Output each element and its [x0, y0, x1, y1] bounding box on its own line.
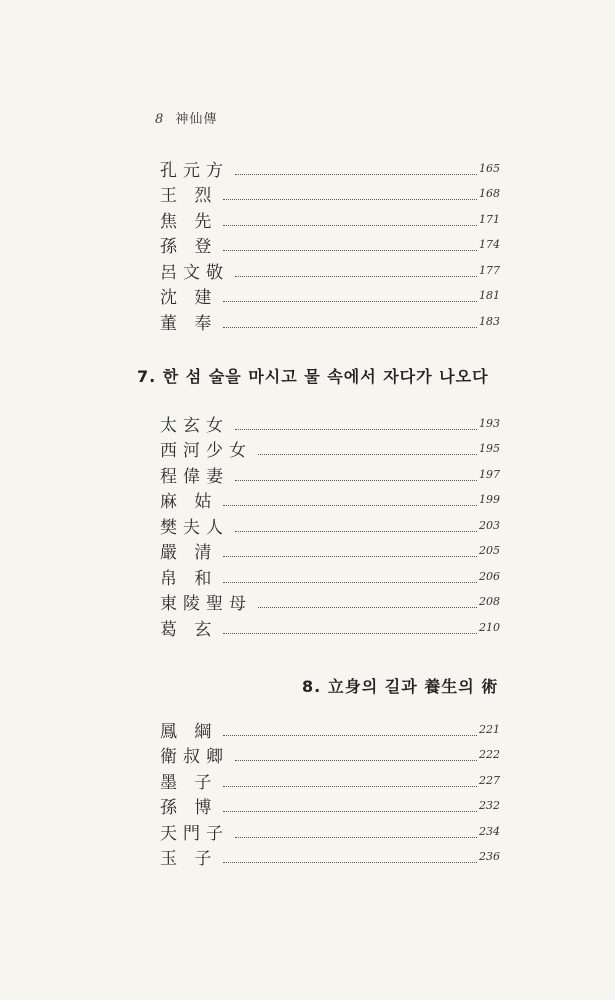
toc-entry-name: 太玄女: [160, 415, 229, 436]
toc-entry-name: 呂文敬: [160, 262, 229, 283]
dot-leader: [235, 276, 477, 277]
toc-entry-page: 221: [479, 722, 500, 736]
toc-entry-name: 焦 先: [160, 211, 218, 232]
toc-entry[interactable]: [160, 436, 500, 462]
toc-list-section-7: [160, 410, 500, 640]
toc-entry-page: 171: [479, 212, 500, 226]
dot-leader: [223, 301, 477, 302]
dot-leader: [223, 505, 477, 506]
toc-entry[interactable]: [160, 461, 500, 487]
dot-leader: [223, 735, 477, 736]
dot-leader: [258, 607, 477, 608]
toc-entry[interactable]: [160, 818, 500, 844]
toc-entry-name: 玉 子: [160, 849, 218, 869]
toc-entry-page: 168: [479, 187, 500, 200]
dot-leader: [223, 786, 477, 787]
toc-entry-name: 西河少女: [160, 441, 252, 461]
toc-entry-page: 232: [479, 799, 500, 812]
toc-entry[interactable]: [160, 742, 500, 768]
toc-entry[interactable]: [160, 283, 500, 309]
toc-entry-page: 203: [479, 518, 500, 532]
toc-entry-page: 205: [479, 544, 500, 557]
toc-entry-name: 嚴 清: [160, 543, 218, 563]
section-8-heading[interactable]: 8. 立身의 길과 養生의 術: [302, 677, 499, 696]
toc-entry-page: 193: [479, 416, 500, 430]
section-7-heading[interactable]: 7. 한 섬 술을 마시고 물 속에서 자다가 나오다: [137, 367, 489, 386]
toc-entry[interactable]: [160, 844, 500, 870]
toc-entry-name: 鳳 綱: [160, 721, 218, 742]
dot-leader: [223, 250, 477, 251]
toc-entry[interactable]: [160, 232, 500, 258]
toc-entry-name: 葛 玄: [160, 619, 218, 640]
toc-entry-name: 孔元方: [160, 160, 229, 181]
toc-entry-name: 孫 登: [160, 237, 218, 257]
toc-list-section-a: [160, 155, 500, 334]
toc-entry-name: 沈 建: [160, 288, 218, 308]
dot-leader: [223, 633, 477, 634]
toc-entry[interactable]: [160, 563, 500, 589]
toc-entry[interactable]: [160, 716, 500, 742]
toc-entry-page: 210: [479, 620, 500, 634]
dot-leader: [223, 199, 477, 200]
toc-entry-page: 177: [479, 263, 500, 277]
toc-entry-page: 181: [479, 289, 500, 302]
toc-entry-name: 麻 姑: [160, 492, 218, 512]
dot-leader: [223, 556, 477, 557]
toc-entry[interactable]: [160, 181, 500, 207]
toc-entry-name: 程偉妻: [160, 466, 229, 487]
toc-entry[interactable]: [160, 589, 500, 615]
toc-entry-name: 天門子: [160, 823, 229, 844]
page-number: 8: [155, 112, 165, 127]
toc-entry-page: 174: [479, 238, 500, 251]
toc-entry[interactable]: [160, 512, 500, 538]
dot-leader: [258, 454, 477, 455]
toc-entry-name: 孫 博: [160, 798, 218, 818]
toc-entry-page: 206: [479, 569, 500, 583]
toc-entry-name: 王 烈: [160, 186, 218, 206]
dot-leader: [223, 327, 477, 328]
toc-entry[interactable]: [160, 206, 500, 232]
dot-leader: [223, 862, 477, 863]
toc-entry[interactable]: [160, 410, 500, 436]
dot-leader: [223, 811, 477, 812]
toc-entry-page: 222: [479, 748, 500, 761]
toc-list-section-8: [160, 716, 500, 869]
toc-entry-name: 墨 子: [160, 772, 218, 793]
toc-entry-name: 東陵聖母: [160, 594, 252, 614]
toc-entry-name: 樊夫人: [160, 517, 229, 538]
toc-entry[interactable]: [160, 538, 500, 564]
toc-entry-name: 衛叔卿: [160, 747, 229, 767]
toc-entry-page: 183: [479, 314, 500, 328]
toc-entry-page: 208: [479, 595, 500, 608]
dot-leader: [235, 531, 477, 532]
dot-leader: [235, 429, 477, 430]
toc-entry-page: 199: [479, 493, 500, 506]
toc-entry-page: 195: [479, 442, 500, 455]
dot-leader: [235, 480, 477, 481]
page-header: [155, 108, 217, 127]
toc-entry-page: 236: [479, 850, 500, 863]
toc-entry-page: 197: [479, 467, 500, 481]
toc-entry-page: 165: [479, 161, 500, 175]
toc-entry[interactable]: [160, 155, 500, 181]
toc-entry-name: 帛 和: [160, 568, 218, 589]
toc-entry-page: 227: [479, 773, 500, 787]
toc-entry-name: 董 奉: [160, 313, 218, 334]
dot-leader: [235, 760, 477, 761]
toc-entry[interactable]: [160, 487, 500, 513]
dot-leader: [223, 225, 477, 226]
dot-leader: [223, 582, 477, 583]
dot-leader: [235, 174, 477, 175]
running-title: 神仙傳: [175, 112, 218, 127]
toc-entry-page: 234: [479, 824, 500, 838]
dot-leader: [235, 837, 477, 838]
toc-entry[interactable]: [160, 614, 500, 640]
toc-entry[interactable]: [160, 257, 500, 283]
toc-entry[interactable]: [160, 308, 500, 334]
toc-entry[interactable]: [160, 767, 500, 793]
toc-entry[interactable]: [160, 793, 500, 819]
